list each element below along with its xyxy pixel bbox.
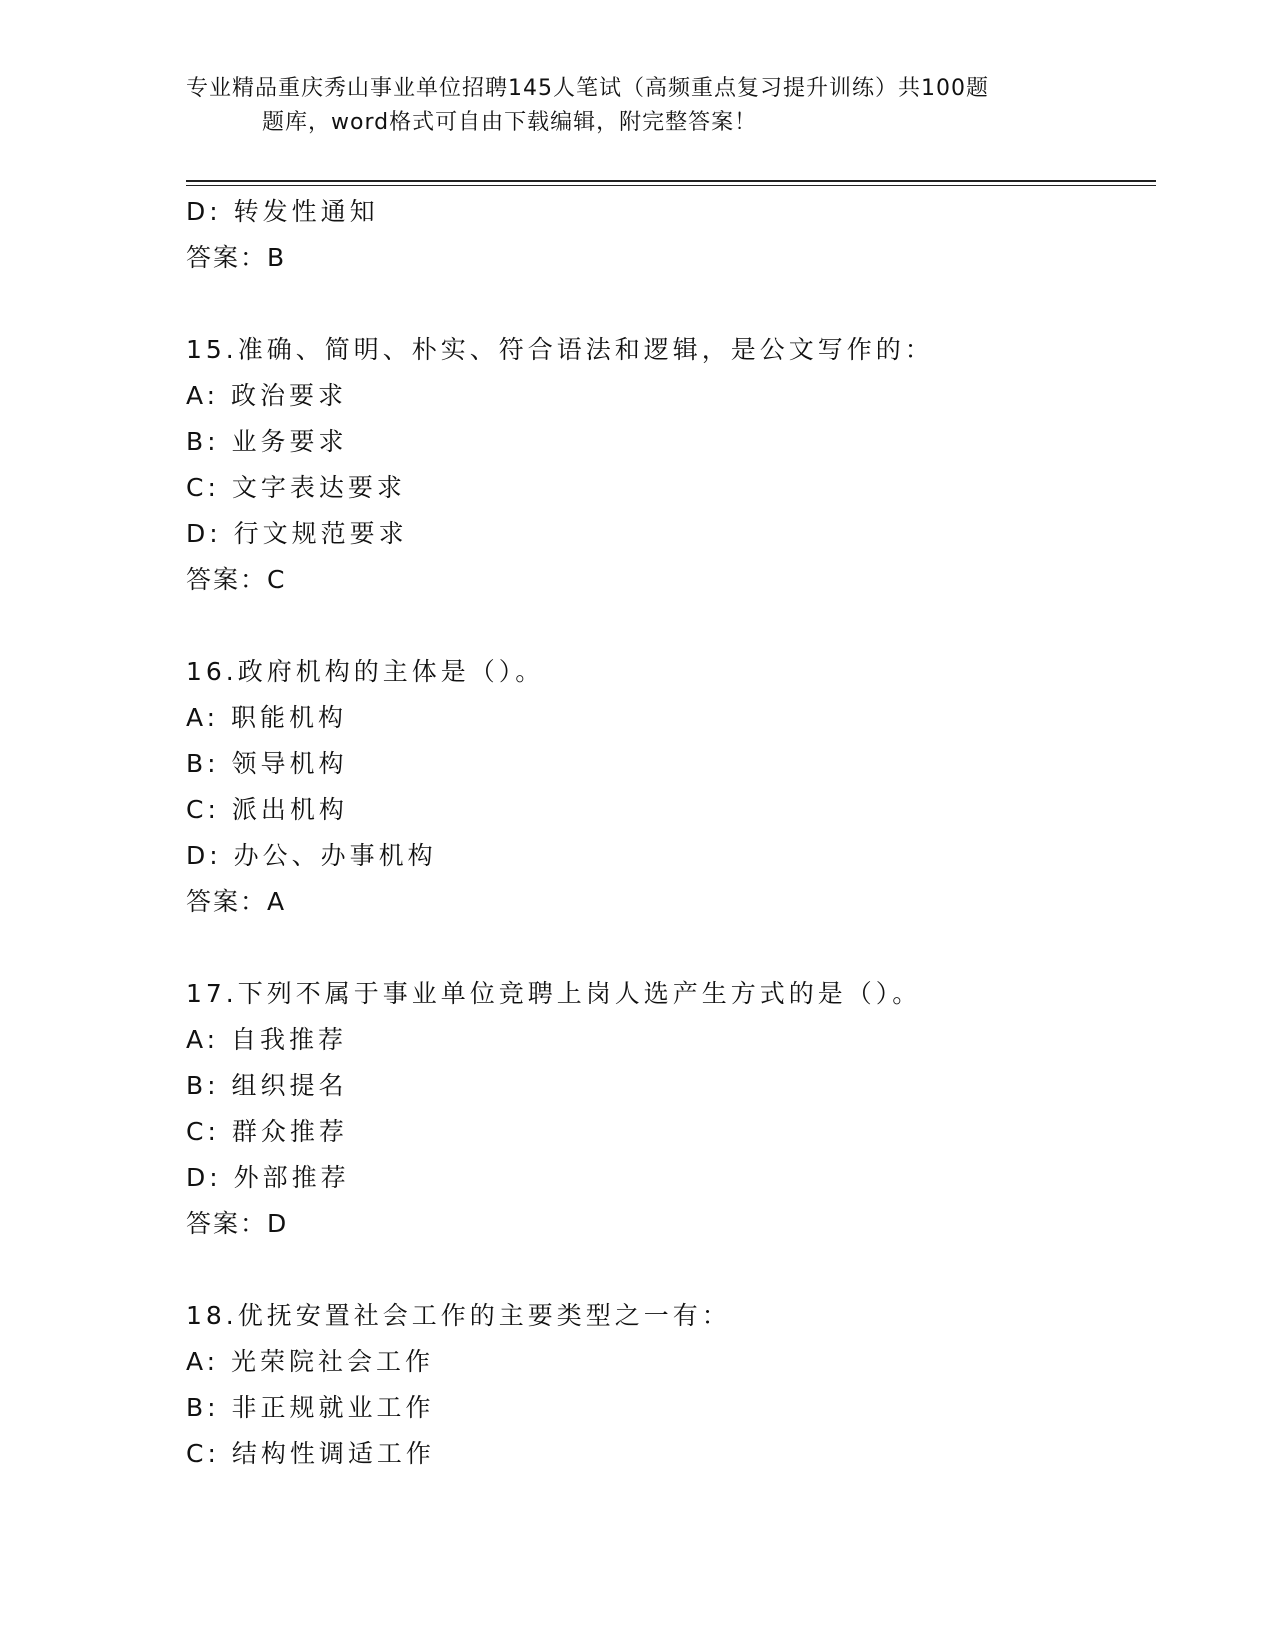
option-c: C: 派出机构 xyxy=(186,795,348,824)
question-stem-15: 15.准确、简明、朴实、符合语法和逻辑，是公文写作的： xyxy=(186,335,934,364)
spacer xyxy=(186,1247,1146,1293)
option-d: D: 外部推荐 xyxy=(186,1163,350,1192)
option-a: A: 自我推荐 xyxy=(186,1025,348,1054)
spacer xyxy=(186,603,1146,649)
question-stem-16: 16.政府机构的主体是（）。 xyxy=(186,657,545,686)
option-b: B: 组织提名 xyxy=(186,1071,348,1100)
answer: 答案：B xyxy=(186,243,287,272)
spacer xyxy=(186,925,1146,971)
answer: 答案：A xyxy=(186,887,287,916)
option-a: A: 职能机构 xyxy=(186,703,348,732)
question-stem-17: 17.下列不属于事业单位竞聘上岗人选产生方式的是（）。 xyxy=(186,979,922,1008)
header-rule-thin xyxy=(186,185,1156,186)
option-a: A: 政治要求 xyxy=(186,381,348,410)
page-header xyxy=(186,72,1086,140)
option-d: D: 行文规范要求 xyxy=(186,519,408,548)
option-b: B: 业务要求 xyxy=(186,427,348,456)
option-d: D: 办公、办事机构 xyxy=(186,841,437,870)
question-list xyxy=(186,189,1146,1477)
option-d: D: 转发性通知 xyxy=(186,197,379,226)
header-title-line1: 专业精品重庆秀山事业单位招聘145人笔试（高频重点复习提升训练）共100题 xyxy=(186,76,989,101)
option-b: B: 非正规就业工作 xyxy=(186,1393,435,1422)
option-c: C: 结构性调适工作 xyxy=(186,1439,435,1468)
header-rule-thick xyxy=(186,180,1156,182)
answer: 答案：D xyxy=(186,1209,289,1238)
header-title-line2: 题库，word格式可自由下载编辑，附完整答案！ xyxy=(262,110,758,135)
option-c: C: 群众推荐 xyxy=(186,1117,348,1146)
option-a: A: 光荣院社会工作 xyxy=(186,1347,435,1376)
option-c: C: 文字表达要求 xyxy=(186,473,406,502)
answer: 答案：C xyxy=(186,565,287,594)
question-stem-18: 18.优抚安置社会工作的主要类型之一有： xyxy=(186,1301,731,1330)
spacer xyxy=(186,281,1146,327)
option-b: B: 领导机构 xyxy=(186,749,348,778)
